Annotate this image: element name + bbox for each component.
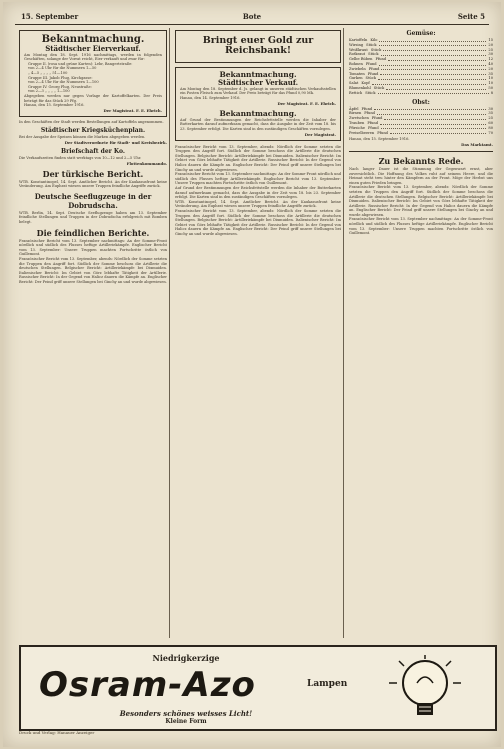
leader-dots xyxy=(384,116,486,120)
market-signature: Das Marktamt. xyxy=(461,141,493,147)
price-item: Salat xyxy=(349,81,359,86)
speech-text-cont2: Französischer Bericht vom 13. September nachmittags: An der Somme-Front nördlich und südlich des Flusses heftige Artilleriekämpfe. Englischer Bericht vom 13. September: Unsere Truppen machten Fortschritte östlich von Guillemont. xyxy=(349,217,493,236)
market-price-list xyxy=(349,38,493,96)
butter-notice-text: Auf Grund der Bestimmungen der Reichsfettstelle werden die Inhaber der Butterkarten darauf aufmerksam gemacht, dass die Ausgabe in der Zeit vom 18. bis 23. September erfolgt. Die Karten sind in den zuständigen Geschäften vorzulegen. xyxy=(180,117,336,132)
notice-groups xyxy=(24,62,162,94)
group-line: von 2—4 Uhr für die Nummern 1—100 xyxy=(28,80,99,85)
page-footer: Druck und Verlag: Hanauer Anzeiger xyxy=(19,730,95,735)
price-value: 60 xyxy=(488,120,493,125)
notice-outro: Abgegeben werden nur gegen Vorlage der Kartoffelkarten. Der Preis beträgt für das Stück 29 Pfg. xyxy=(24,94,162,103)
price-row xyxy=(349,131,493,136)
price-item: Preiselbeeren xyxy=(349,130,375,135)
price-unit: Stück xyxy=(368,52,379,57)
group-line: von 2—3 „ „ „ „ 1—100 xyxy=(28,89,70,94)
price-value: 25 xyxy=(488,47,493,52)
price-item: Rotkraut xyxy=(349,52,366,57)
leader-dots xyxy=(388,57,486,61)
war-article-text-cont4: Französischer Bericht vom 13. September, abends: Nördlich der Somme setzten die Truppen den Angriff fort. Südlich der Somme beschoss die Artillerie die deutschen Stellungen. Belgischer Bericht: Artilleriekämpfe bei Dixmuiden. Italienischer Bericht: Im Gebiet von Görz lebhafte Tätigkeit der Artillerie. Russischer Bericht: In der Gegend von Halicz dauern die Kämpfe an. Englischer Bericht: Der Feind griff unsere Stellungen bei Ginchy an und wurde abgewiesen. xyxy=(175,208,341,236)
short-notice-1-text: Bei der Ausgabe der Speisen können die Marken abgegeben werden. xyxy=(19,135,146,140)
fruit-title: Obst: xyxy=(412,98,430,106)
ad-top-line: Niedrigkerzige xyxy=(152,653,220,663)
price-item: Wirsing xyxy=(349,42,364,47)
price-value: 8 xyxy=(490,90,493,95)
osram-advertisement xyxy=(19,645,497,731)
column-1 xyxy=(19,30,167,285)
short-notice-2-title: Briefschaft der Ko. xyxy=(61,148,125,155)
leader-dots xyxy=(383,48,486,52)
ad-small-line: Kleine Form xyxy=(165,718,207,725)
group-line: von 2—4 Uhr für die Nummern 1—50 xyxy=(28,66,97,71)
price-item: Bohnen xyxy=(349,61,363,66)
leader-dots xyxy=(378,91,489,95)
leader-dots xyxy=(390,131,486,135)
lightbulb-icon xyxy=(375,653,475,723)
group-line: „ 4—5 „ „ „ „ 51—100 xyxy=(28,71,68,76)
price-item: Zwetschen xyxy=(349,116,369,121)
sale-notice xyxy=(175,67,341,141)
egg-sale-notice xyxy=(19,30,167,117)
price-item: Gelbe Rüben xyxy=(349,57,373,62)
price-item: Kartoffeln xyxy=(349,38,368,42)
seaplane-title: Deutsche Seeflugzeuge in der Dobrudscha. xyxy=(34,191,152,210)
sale-notice-title: Bekanntmachung. xyxy=(219,69,297,79)
group-line: Gruppe III. Jakob Flug, Kirchgasse: xyxy=(28,75,93,80)
ad-brand: Osram-Azo xyxy=(39,665,256,705)
speech-title: Zu Bekannts Rede. xyxy=(378,155,464,166)
price-item: Äpfel xyxy=(349,106,359,111)
price-value: 35 xyxy=(488,71,493,76)
header-masthead: Bote xyxy=(242,12,262,21)
price-unit: Kilo xyxy=(370,38,378,42)
notice-subtitle: Städtischer Eierverkauf. xyxy=(45,44,141,53)
price-unit: Pfund xyxy=(368,66,380,71)
price-value: 30 xyxy=(488,52,493,57)
short-notice-1: In den Geschäften der Stadt werden Bestellungen auf Kartoffeln angenommen. xyxy=(19,119,164,124)
ad-brand-sub: Lampen xyxy=(307,679,348,689)
notice-signature: Der Magistrat. F. E. Ehrich. xyxy=(103,107,162,113)
notice-title: Bekanntmachung. xyxy=(41,34,145,45)
enemy-reports-text-cont: Französischer Bericht vom 13. September, abends: Nördlich der Somme setzten die Truppen den Angriff fort. Südlich der Somme beschoss die Artillerie die deutschen Stellungen. Belgischer Bericht: Artilleriekämpfe bei Dixmuiden. Italienischer Bericht: Im Gebiet von Görz lebhafte Tätigkeit der Artillerie. Russischer Bericht: In der Gegend von Halicz dauern die Kämpfe an. Englischer Bericht: Der Feind griff unsere Stellungen bei Ginchy an und wurde abgewiesen. xyxy=(19,256,167,284)
price-item: Zwiebeln xyxy=(349,66,366,71)
header-page-number: Seite 5 xyxy=(457,12,485,21)
price-value: 15 xyxy=(488,38,493,42)
fruit-price-list xyxy=(349,107,493,136)
price-unit: Pfund xyxy=(367,71,379,76)
gold-slogan: Bringt euer Gold zur Reichsbank! xyxy=(202,35,314,57)
speech-text: Nach langer Dauer ist die Stimmung der Gegenwart ernst, aber zuversichtlich. Die Hoffnung des Volkes ruht auf seinem Heere, und die Heimat steht treu hinter den Kämpfern an der Front. Möge der Herbst uns einen guten Frieden bringen. xyxy=(349,166,493,185)
butter-notice-title: Bekanntmachung. xyxy=(219,108,297,118)
price-value: 20 xyxy=(488,42,493,47)
price-item: Blumenkohl xyxy=(349,85,371,90)
price-item: Gurken xyxy=(349,76,363,81)
section-divider xyxy=(349,151,493,152)
column-rule xyxy=(343,28,344,638)
turkish-report-text: WTB. Konstantinopel, 14. Sept. Amtlicher Bericht. An der Kaukasusfront keine Veränderung. Am Euphrat wiesen unsere Truppen feindliche Angriffe zurück. xyxy=(19,179,167,189)
war-article-text-cont2: Auf Grund der Bestimmungen der Reichsfettstelle werden die Inhaber der Butterkarten darauf aufmerksam gemacht, dass die Ausgabe in der Zeit vom 18. bis 23. September erfolgt. Die Karten sind in den zuständigen Geschäften vorzulegen. xyxy=(175,185,341,200)
market-title: Gemüse: xyxy=(406,30,436,37)
leader-dots xyxy=(378,76,486,80)
price-unit: Kopf xyxy=(361,81,370,86)
price-unit: Pfund xyxy=(371,116,383,121)
leader-dots xyxy=(386,86,486,90)
leader-dots xyxy=(379,38,486,42)
leader-dots xyxy=(377,111,486,115)
price-row xyxy=(349,91,493,96)
leader-dots xyxy=(374,107,486,111)
newspaper-page xyxy=(3,2,501,747)
price-item: Weißkraut xyxy=(349,47,368,52)
leader-dots xyxy=(372,81,487,85)
price-unit: Stück xyxy=(370,47,382,52)
leader-dots xyxy=(380,121,486,125)
sale-notice-signature: Der Magistrat. F. E. Ehrich. xyxy=(277,100,336,106)
price-unit: Pfund xyxy=(377,130,388,135)
price-item: Rettich xyxy=(349,90,363,95)
price-item: Trauben xyxy=(349,120,365,125)
price-value: 70 xyxy=(488,130,493,135)
short-notice-1-title: Städtischer Kriegsküchenplan. xyxy=(40,127,146,135)
leader-dots xyxy=(380,72,486,76)
price-unit: Pfund xyxy=(367,125,379,130)
price-value: 25 xyxy=(488,116,493,121)
leader-dots xyxy=(379,62,487,66)
price-value: 10 xyxy=(488,81,493,86)
price-unit: Pfund xyxy=(375,57,387,62)
column-rule xyxy=(169,28,170,638)
price-item: Birnen xyxy=(349,111,362,116)
enemy-reports-title: Die feindlichen Berichte. xyxy=(36,227,150,238)
gold-slogan-box xyxy=(175,30,341,63)
butter-notice-signature: Der Magistrat. xyxy=(304,131,336,137)
column-3 xyxy=(349,30,493,236)
notice-intro: Am Montag den 18. Sept. 1916 nachmittags, werden in folgenden Geschäften, solange der Vorrat reicht, Eier verkauft und zwar für: xyxy=(24,52,162,62)
sale-notice-place: Hanau, den 14. September 1916. xyxy=(180,96,241,100)
column-2 xyxy=(175,30,341,237)
group-line: Gruppe II. (rosa und grüne Karten): Lehr, Bangertstraße: xyxy=(28,61,133,66)
price-unit: Pfund xyxy=(367,120,379,125)
sale-notice-text: Am Montag den 18. September d. Js. gelangt in unseren städtischen Verkaufsstellen ein Posten Fleisch zum Verkauf. Der Preis beträgt für das Pfund 0,90 Mk. xyxy=(180,86,336,96)
price-unit: Pfund xyxy=(364,111,375,116)
price-item: Tomaten xyxy=(349,71,365,76)
leader-dots xyxy=(381,126,487,130)
war-article-text-cont: Französischer Bericht vom 13. September nachmittags: An der Somme-Front nördlich und südlich des Flusses heftige Artilleriekämpfe. Englischer Bericht vom 13. September: Unsere Truppen machten Fortschritte östlich von Guillemont. xyxy=(175,172,341,186)
price-value: 40 xyxy=(488,61,493,66)
page-header xyxy=(15,10,489,25)
price-unit: Stück xyxy=(365,76,376,81)
price-unit: Pfund xyxy=(365,61,377,66)
price-unit: Stück xyxy=(366,42,377,47)
enemy-reports-text: Französischer Bericht vom 13. September nachmittags: An der Somme-Front nördlich und südlich des Flusses heftige Artilleriekämpfe. Englischer Bericht vom 13. September: Unsere Truppen machten Fortschritte östlich von Guillemont. xyxy=(19,238,167,257)
price-item: Pfirsiche xyxy=(349,125,365,130)
leader-dots xyxy=(381,52,487,56)
price-value: 50 xyxy=(488,85,493,90)
war-article-text-cont3: WTB. Konstantinopel, 14. Sept. Amtlicher Bericht. An der Kaukasusfront keine Veränderung. Am Euphrat wiesen unsere Truppen feindliche Angriffe zurück. xyxy=(175,199,341,209)
price-value: 80 xyxy=(488,125,493,130)
price-value: 20 xyxy=(488,66,493,71)
leader-dots xyxy=(379,43,487,47)
group-line: Gruppe IV. Georg Flug, Neustraße: xyxy=(28,84,92,89)
price-unit: Stück xyxy=(373,85,385,90)
header-date: 15. September xyxy=(21,12,79,21)
price-unit: Pfund xyxy=(361,106,373,111)
price-value: 35 xyxy=(488,111,493,116)
short-notice-1-signature: Der Stadtverordnete für Stadt- und Kreisbezirk. xyxy=(64,140,167,145)
price-value: 30 xyxy=(488,106,493,111)
leader-dots xyxy=(381,67,486,71)
price-value: 10 xyxy=(488,76,493,81)
short-notice-2-text: Die Verkaufszeiten finden statt werktags von 10—12 und 2—5 Uhr. xyxy=(19,156,142,160)
price-unit: Stück xyxy=(365,90,376,95)
sale-notice-subtitle: Städtischer Verkauf. xyxy=(217,78,299,88)
notice-place: Hanau, den 15. September 1916. xyxy=(24,103,85,108)
seaplane-text: WTB. Berlin, 14. Sept. Deutsche Seeflugzeuge haben am 13. September feindliche Stellungen und Truppen in der Dobrudscha erfolgreich mit Bomben belegt. xyxy=(19,210,167,224)
market-place: Hanau, den 15. September 1916. xyxy=(349,137,410,142)
war-article-text: Französischer Bericht vom 13. September, abends: Nördlich der Somme setzten die Truppen den Angriff fort. Südlich der Somme beschoss die Artillerie die deutschen Stellungen. Belgischer Bericht: Artilleriekämpfe bei Dixmuiden. Italienischer Bericht: Im Gebiet von Görz lebhafte Tätigkeit der Artillerie. Russischer Bericht: In der Gegend von Halicz dauern die Kämpfe an. Englischer Bericht: Der Feind griff unsere Stellungen bei Ginchy an und wurde abgewiesen. xyxy=(175,144,341,172)
ad-tagline: Besonders schönes weisses Licht! xyxy=(119,709,253,718)
short-notice-2-signature: Flottenkommando. xyxy=(126,160,167,166)
price-value: 12 xyxy=(488,57,493,62)
turkish-report-title: Der türkische Bericht. xyxy=(42,168,144,179)
speech-text-cont: Französischer Bericht vom 13. September, abends: Nördlich der Somme setzten die Truppen den Angriff fort. Südlich der Somme beschoss die Artillerie die deutschen Stellungen. Belgischer Bericht: Artilleriekämpfe bei Dixmuiden. Italienischer Bericht: Im Gebiet von Görz lebhafte Tätigkeit der Artillerie. Russischer Bericht: In der Gegend von Halicz dauern die Kämpfe an. Englischer Bericht: Der Feind griff unsere Stellungen bei Ginchy an und wurde abgewiesen. xyxy=(349,185,493,217)
